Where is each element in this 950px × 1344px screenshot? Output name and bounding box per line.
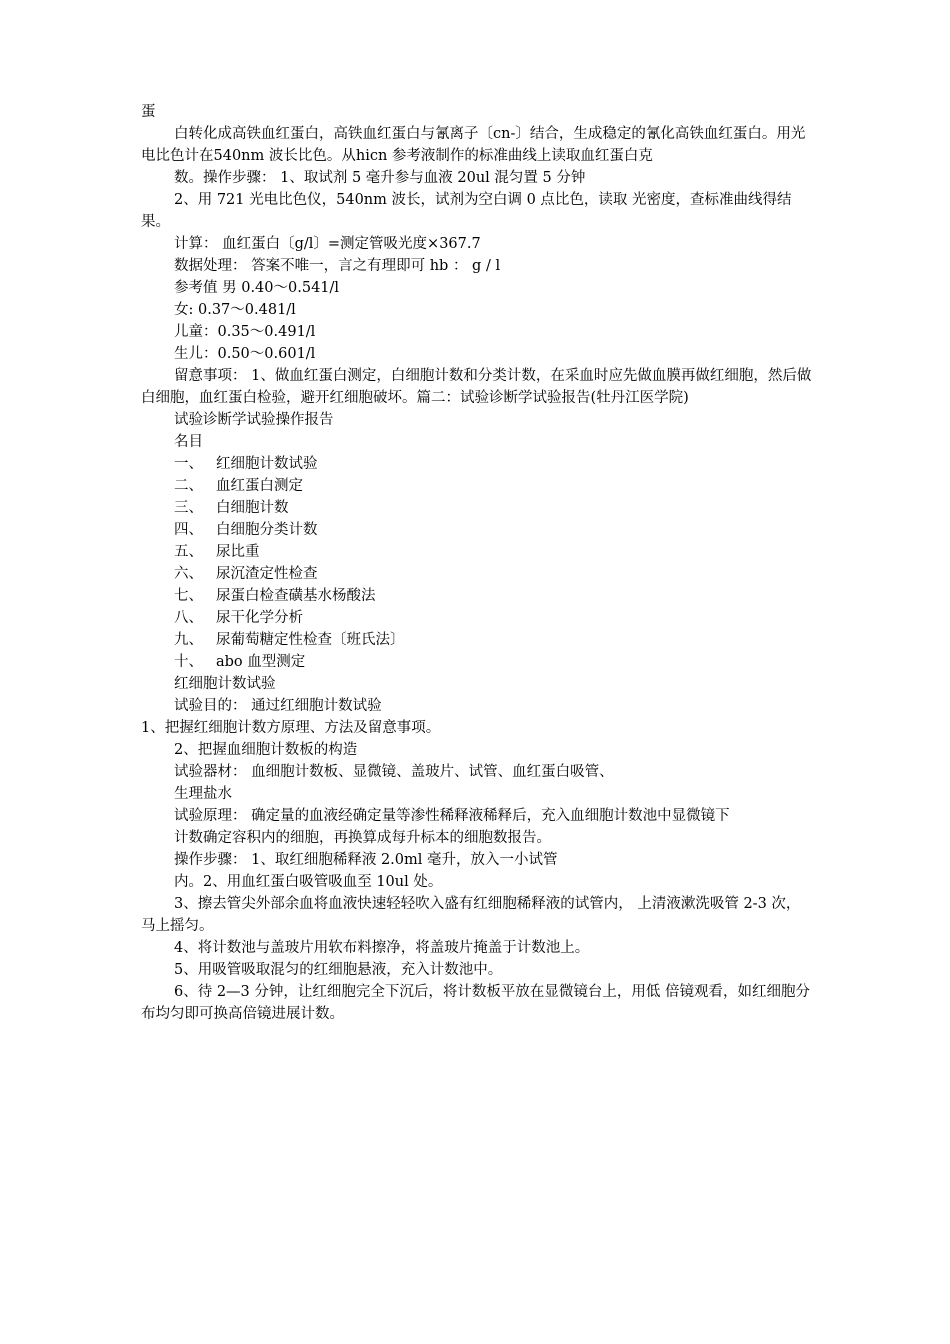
text-line: 儿童：0.35～0.491/l: [174, 324, 316, 340]
text-line: 试验目的： 通过红细胞计数试验: [174, 698, 382, 714]
text-line: 2、把握血细胞计数板的构造: [174, 742, 358, 758]
text-line: 计数确定容积内的细胞，再换算成每升标本的细胞数报告。: [174, 830, 551, 846]
toc-item-title: 红细胞计数试验: [216, 456, 318, 472]
toc-item-number: 五、: [174, 544, 203, 560]
toc-item-title: 尿比重: [216, 544, 260, 560]
text-line: 试验器材： 血细胞计数板、显微镜、盖玻片、试管、血红蛋白吸管、: [174, 764, 614, 780]
text-line: 数据处理： 答案不唯一，言之有理即可 hb ： g / l: [174, 258, 501, 274]
text-line: 参考值 男 0.40～0.541/l: [174, 280, 340, 296]
toc-item-title: 尿沉渣定性检查: [216, 566, 318, 582]
toc-item-number: 三、: [174, 500, 203, 516]
document-body: [141, 101, 813, 1025]
text-line: 计算： 血红蛋白〔g/l〕=测定管吸光度×367.7: [174, 236, 481, 252]
toc-item-title: 白细胞分类计数: [216, 522, 318, 538]
toc-item-title: 尿干化学分析: [216, 610, 303, 626]
report-title: 试验诊断学试验操作报告: [174, 412, 334, 428]
toc-item-title: 白细胞计数: [216, 500, 289, 516]
text-line: 1、把握红细胞计数方原理、方法及留意事项。: [141, 720, 441, 736]
toc-item-number: 八、: [174, 610, 203, 626]
text-line: 生儿：0.50～0.601/l: [174, 346, 316, 362]
toc-item: [141, 453, 813, 475]
toc-item-number: 一、: [174, 456, 203, 472]
toc-item-title: abo 血型测定: [216, 654, 306, 670]
text-line: 生理盐水: [174, 786, 232, 802]
toc-heading: 名目: [174, 434, 203, 450]
table-of-contents: [141, 453, 813, 673]
toc-item: [141, 651, 813, 673]
text-line: 4、将计数池与盖玻片用软布料擦净，将盖玻片掩盖于计数池上。: [174, 940, 590, 956]
text-line: 5、用吸管吸取混匀的红细胞悬液，充入计数池中。: [174, 962, 503, 978]
text-paragraph: 3、擦去管尖外部余血将血液快速轻轻吹入盛有红细胞稀释液的试管内， 上清液漱洗吸管 2-3 次，马上摇匀。: [141, 896, 801, 934]
toc-item-title: 尿葡萄糖定性检查〔班氏法〕: [216, 632, 405, 648]
toc-item: [141, 585, 813, 607]
toc-item-number: 九、: [174, 632, 203, 648]
toc-item: [141, 497, 813, 519]
toc-item-number: 二、: [174, 478, 203, 494]
toc-item-title: 血红蛋白测定: [216, 478, 303, 494]
text-paragraph: 6、待 2—3 分钟，让红细胞完全下沉后，将计数板平放在显微镜台上，用低 倍镜观看，如红细胞分布均匀即可换高倍镜进展计数。: [141, 984, 810, 1022]
text-paragraph: 2、用 721 光电比色仪，540nm 波长，试剂为空白调 0 点比色，读取 光密度，查标准曲线得结果。: [141, 192, 792, 230]
toc-item: [141, 629, 813, 651]
text-paragraph: 白转化成高铁血红蛋白，高铁血红蛋白与氰离子〔cn-〕结合，生成稳定的氰化高铁血红蛋白。用光电比色计在540nm 波长比色。从hicn 参考液制作的标准曲线上读取血红蛋白克: [141, 126, 806, 164]
toc-item: [141, 541, 813, 563]
toc-item-number: 十、: [174, 654, 203, 670]
text-paragraph: 试验原理： 确定量的血液经确定量等渗性稀释液稀释后，充入血细胞计数池中显微镜下: [174, 808, 730, 824]
toc-item-number: 六、: [174, 566, 203, 582]
text-paragraph: 留意事项： 1、做血红蛋白测定，白细胞计数和分类计数，在采血时应先做血膜再做红细胞，然后做白细胞，血红蛋白检验，避开红细胞破坏。篇二：试验诊断学试验报告(牡丹江医学院): [141, 368, 812, 406]
toc-item: [141, 607, 813, 629]
toc-item: [141, 475, 813, 497]
text-line: 女: 0.37～0.481/l: [174, 302, 296, 318]
toc-item: [141, 519, 813, 541]
text-line: 内。2、用血红蛋白吸管吸血至 10ul 处。: [174, 874, 443, 890]
toc-item-number: 七、: [174, 588, 203, 604]
toc-item: [141, 563, 813, 585]
text-line: 数。操作步骤： 1、取试剂 5 毫升参与血液 20ul 混匀置 5 分钟: [174, 170, 586, 186]
text-line: 操作步骤： 1、取红细胞稀释液 2.0ml 毫升，放入一小试管: [174, 852, 558, 868]
text-line: 蛋: [141, 104, 156, 120]
toc-item-title: 尿蛋白检查磺基水杨酸法: [216, 588, 376, 604]
section-heading: 红细胞计数试验: [174, 676, 276, 692]
toc-item-number: 四、: [174, 522, 203, 538]
